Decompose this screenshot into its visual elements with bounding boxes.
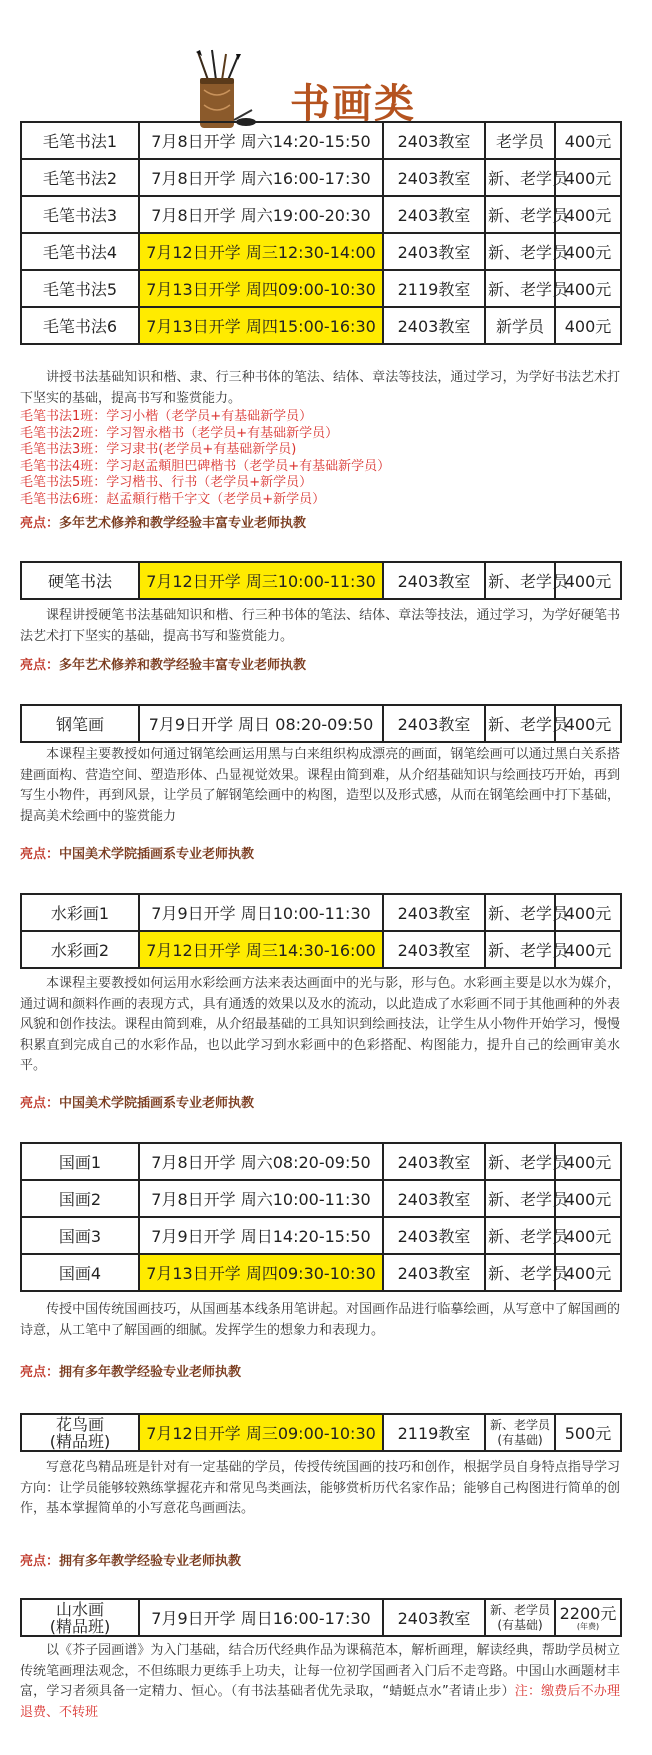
class-fee: 400元 <box>555 931 621 968</box>
guohua-highlight: 亮点：拥有多年教学经验专业老师执教 <box>20 1365 242 1380</box>
watercolor-schedule-table <box>20 893 622 969</box>
class-fee: 400元 <box>555 159 621 196</box>
list-item: 毛笔书法6班：赵孟頫行楷千字文（老学员+新学员） <box>20 491 326 507</box>
watercolor-description: 本课程主要教授如何运用水彩绘画方法来表达画面中的光与影，形与色。水彩画主要是以水为媒介，通过调和颜料作画的表现方式，具有通透的效果以及水的流动，以此造成了水彩画不同于其他画种的外表风貌和创作技法。课程由简到难，从介绍最基础的工具知识到绘画技法，让学生从小物件开始学习，慢慢积累直到完成自己的水彩作品，也以此学习到水彩画中的色彩搭配、构图能力，提升自己的绘画审美水平。 <box>20 976 620 1073</box>
class-fee: 2200元 (年费) <box>555 1599 621 1636</box>
class-fee: 400元 <box>555 1143 621 1180</box>
guohua-description: 传授中国传统国画技巧，从国画基本线条用笔讲起。对国画作品进行临摹绘画，从写意中了解国画的诗意，从工笔中了解国画的细腻。发挥学生的想象力和表现力。 <box>20 1302 620 1338</box>
table-row <box>21 1254 621 1291</box>
guohua-schedule-table <box>20 1142 622 1292</box>
table-row <box>21 122 621 159</box>
class-fee: 400元 <box>555 705 621 742</box>
refund-note: 注：缴费后不办理退费、不转班 <box>20 1684 620 1720</box>
class-name: 山水画 (精品班) <box>21 1599 139 1636</box>
class-name: 钢笔画 <box>21 705 139 742</box>
class-date: 7月8日开学 周六16:00-17:30 <box>139 159 383 196</box>
class-room: 2403教室 <box>383 233 485 270</box>
class-students: 新、老学员 <box>485 196 555 233</box>
class-room: 2403教室 <box>383 894 485 931</box>
class-room: 2403教室 <box>383 122 485 159</box>
page-header <box>0 0 652 130</box>
brush-pot-icon <box>188 50 258 130</box>
class-name: 毛笔书法5 <box>21 270 139 307</box>
class-date: 7月9日开学 周日 08:20-09:50 <box>139 705 383 742</box>
class-name: 硬笔书法 <box>21 562 139 599</box>
class-students: 新、老学员 <box>485 894 555 931</box>
class-name: 国画1 <box>21 1143 139 1180</box>
bird-flower-highlight: 亮点：拥有多年教学经验专业老师执教 <box>20 1554 242 1569</box>
class-fee: 400元 <box>555 1254 621 1291</box>
list-item: 毛笔书法2班：学习智永楷书（老学员+有基础新学员） <box>20 425 339 441</box>
class-name: 国画4 <box>21 1254 139 1291</box>
class-fee: 400元 <box>555 270 621 307</box>
class-date: 7月12日开学 周三10:00-11:30 <box>139 562 383 599</box>
table-row <box>21 705 621 742</box>
hard-pen-description: 课程讲授硬笔书法基础知识和楷、行三种书体的笔法、结体、章法等技法，通过学习，为学好硬笔书法艺术打下坚实的基础，提高书写和鉴赏能力。 <box>20 608 620 644</box>
class-date: 7月8日开学 周六10:00-11:30 <box>139 1180 383 1217</box>
class-name: 水彩画2 <box>21 931 139 968</box>
class-students: 新、老学员 <box>485 705 555 742</box>
table-row <box>21 196 621 233</box>
class-fee: 400元 <box>555 1217 621 1254</box>
class-fee: 500元 <box>555 1414 621 1451</box>
class-fee: 400元 <box>555 233 621 270</box>
table-row <box>21 894 621 931</box>
class-students: 新、老学员 <box>485 1217 555 1254</box>
brush-description: 讲授书法基础知识和楷、隶、行三种书体的笔法、结体、章法等技法，通过学习，为学好书法艺术打下坚实的基础，提高书写和鉴赏能力。 <box>20 370 620 406</box>
table-row <box>21 1143 621 1180</box>
class-students: 新、老学员 <box>485 1143 555 1180</box>
list-item: 毛笔书法3班：学习隶书(老学员+有基础新学员) <box>20 442 297 457</box>
class-room: 2119教室 <box>383 270 485 307</box>
table-row <box>21 159 621 196</box>
class-room: 2403教室 <box>383 562 485 599</box>
class-room: 2403教室 <box>383 1599 485 1636</box>
table-row <box>21 1217 621 1254</box>
class-date: 7月12日开学 周三14:30-16:00 <box>139 931 383 968</box>
class-name: 国画3 <box>21 1217 139 1254</box>
table-row <box>21 931 621 968</box>
class-students: 新、老学员 <box>485 1180 555 1217</box>
class-date: 7月13日开学 周四09:30-10:30 <box>139 1254 383 1291</box>
landscape-schedule-table <box>20 1598 622 1637</box>
pen-drawing-description: 本课程主要教授如何通过钢笔绘画运用黑与白来组织构成漂亮的画面，钢笔绘画可以通过黑白关系搭建画面构、营造空间、塑造形体、凸显视觉效果。课程由简到难，从介绍基础知识与绘画技巧开始，再到写生小物件，再到风景，让学员了解钢笔绘画中的构图，造型以及形式感，从而在钢笔绘画中打下基础，提高美术绘画中的鉴赏能力 <box>20 747 620 824</box>
page-title: 书画类 <box>290 80 416 127</box>
landscape-description: 以《芥子园画谱》为入门基础，结合历代经典作品为课稿范本，解析画理，解读经典，帮助学员树立传统笔画理法观念，不但练眼力更练手上功夫，让每一位初学国画者入门后不走弯路。中国山水画题材丰富，学习者须具备一定精力、恒心。（有书法基础者优先录取，“蜻蜓点水”者请止步）注：缴费后不办理退费、不转班 <box>20 1643 620 1720</box>
class-students: 新、老学员 <box>485 931 555 968</box>
class-fee: 400元 <box>555 562 621 599</box>
class-name: 毛笔书法2 <box>21 159 139 196</box>
table-row <box>21 1414 621 1451</box>
class-date: 7月9日开学 周日16:00-17:30 <box>139 1599 383 1636</box>
class-students: 新、老学员 <box>485 159 555 196</box>
class-name: 毛笔书法1 <box>21 122 139 159</box>
class-fee: 400元 <box>555 894 621 931</box>
class-students: 老学员 <box>485 122 555 159</box>
brush-schedule-table <box>20 121 622 345</box>
class-fee: 400元 <box>555 307 621 344</box>
hard-pen-schedule-table <box>20 561 622 600</box>
class-name: 毛笔书法6 <box>21 307 139 344</box>
class-students: 新、老学员 (有基础) <box>485 1599 555 1636</box>
class-name: 毛笔书法4 <box>21 233 139 270</box>
class-fee: 400元 <box>555 122 621 159</box>
class-students: 新、老学员 <box>485 233 555 270</box>
class-date: 7月8日开学 周六19:00-20:30 <box>139 196 383 233</box>
brush-class-list <box>20 409 390 508</box>
bird-flower-description: 写意花鸟精品班是针对有一定基础的学员，传授传统国画的技巧和创作，根据学员自身特点指导学习方向：让学员能够较熟练掌握花卉和常见鸟类画法，能够赏析历代名家作品；能够自己构图进行简单的创作，基本掌握简单的小写意花鸟画画法。 <box>20 1460 620 1516</box>
class-date: 7月9日开学 周日14:20-15:50 <box>139 1217 383 1254</box>
list-item: 毛笔书法5班：学习楷书、行书（老学员+新学员） <box>20 475 313 490</box>
class-name: 花鸟画 (精品班) <box>21 1414 139 1451</box>
class-room: 2403教室 <box>383 931 485 968</box>
table-row <box>21 270 621 307</box>
class-name: 国画2 <box>21 1180 139 1217</box>
watercolor-highlight: 亮点：中国美术学院插画系专业老师执教 <box>20 1096 255 1111</box>
table-row <box>21 307 621 344</box>
class-room: 2403教室 <box>383 159 485 196</box>
class-date: 7月8日开学 周六08:20-09:50 <box>139 1143 383 1180</box>
class-students: 新、老学员 <box>485 562 555 599</box>
class-date: 7月8日开学 周六14:20-15:50 <box>139 122 383 159</box>
list-item: 毛笔书法4班：学习赵孟頫胆巴碑楷书（老学员+有基础新学员） <box>20 458 391 474</box>
class-room: 2403教室 <box>383 1217 485 1254</box>
pen-drawing-schedule-table <box>20 704 622 743</box>
bird-flower-schedule-table <box>20 1413 622 1452</box>
class-room: 2119教室 <box>383 1414 485 1451</box>
table-row <box>21 562 621 599</box>
class-date: 7月12日开学 周三09:00-10:30 <box>139 1414 383 1451</box>
class-students: 新、老学员 <box>485 270 555 307</box>
class-room: 2403教室 <box>383 1254 485 1291</box>
brush-highlight: 亮点：多年艺术修养和教学经验丰富专业老师执教 <box>20 516 307 531</box>
class-room: 2403教室 <box>383 1143 485 1180</box>
class-name: 毛笔书法3 <box>21 196 139 233</box>
class-fee: 400元 <box>555 1180 621 1217</box>
class-students: 新学员 <box>485 307 555 344</box>
hard-pen-highlight: 亮点：多年艺术修养和教学经验丰富专业老师执教 <box>20 658 307 673</box>
class-name: 水彩画1 <box>21 894 139 931</box>
table-row <box>21 1180 621 1217</box>
class-room: 2403教室 <box>383 1180 485 1217</box>
class-room: 2403教室 <box>383 705 485 742</box>
class-date: 7月12日开学 周三12:30-14:00 <box>139 233 383 270</box>
class-students: 新、老学员 (有基础) <box>485 1414 555 1451</box>
class-fee: 400元 <box>555 196 621 233</box>
table-row <box>21 1599 621 1636</box>
class-date: 7月13日开学 周四09:00-10:30 <box>139 270 383 307</box>
class-students: 新、老学员 <box>485 1254 555 1291</box>
table-row <box>21 233 621 270</box>
class-room: 2403教室 <box>383 307 485 344</box>
list-item: 毛笔书法1班：学习小楷（老学员+有基础新学员） <box>20 409 313 424</box>
class-room: 2403教室 <box>383 196 485 233</box>
pen-drawing-highlight: 亮点：中国美术学院插画系专业老师执教 <box>20 847 255 862</box>
class-date: 7月9日开学 周日10:00-11:30 <box>139 894 383 931</box>
class-date: 7月13日开学 周四15:00-16:30 <box>139 307 383 344</box>
